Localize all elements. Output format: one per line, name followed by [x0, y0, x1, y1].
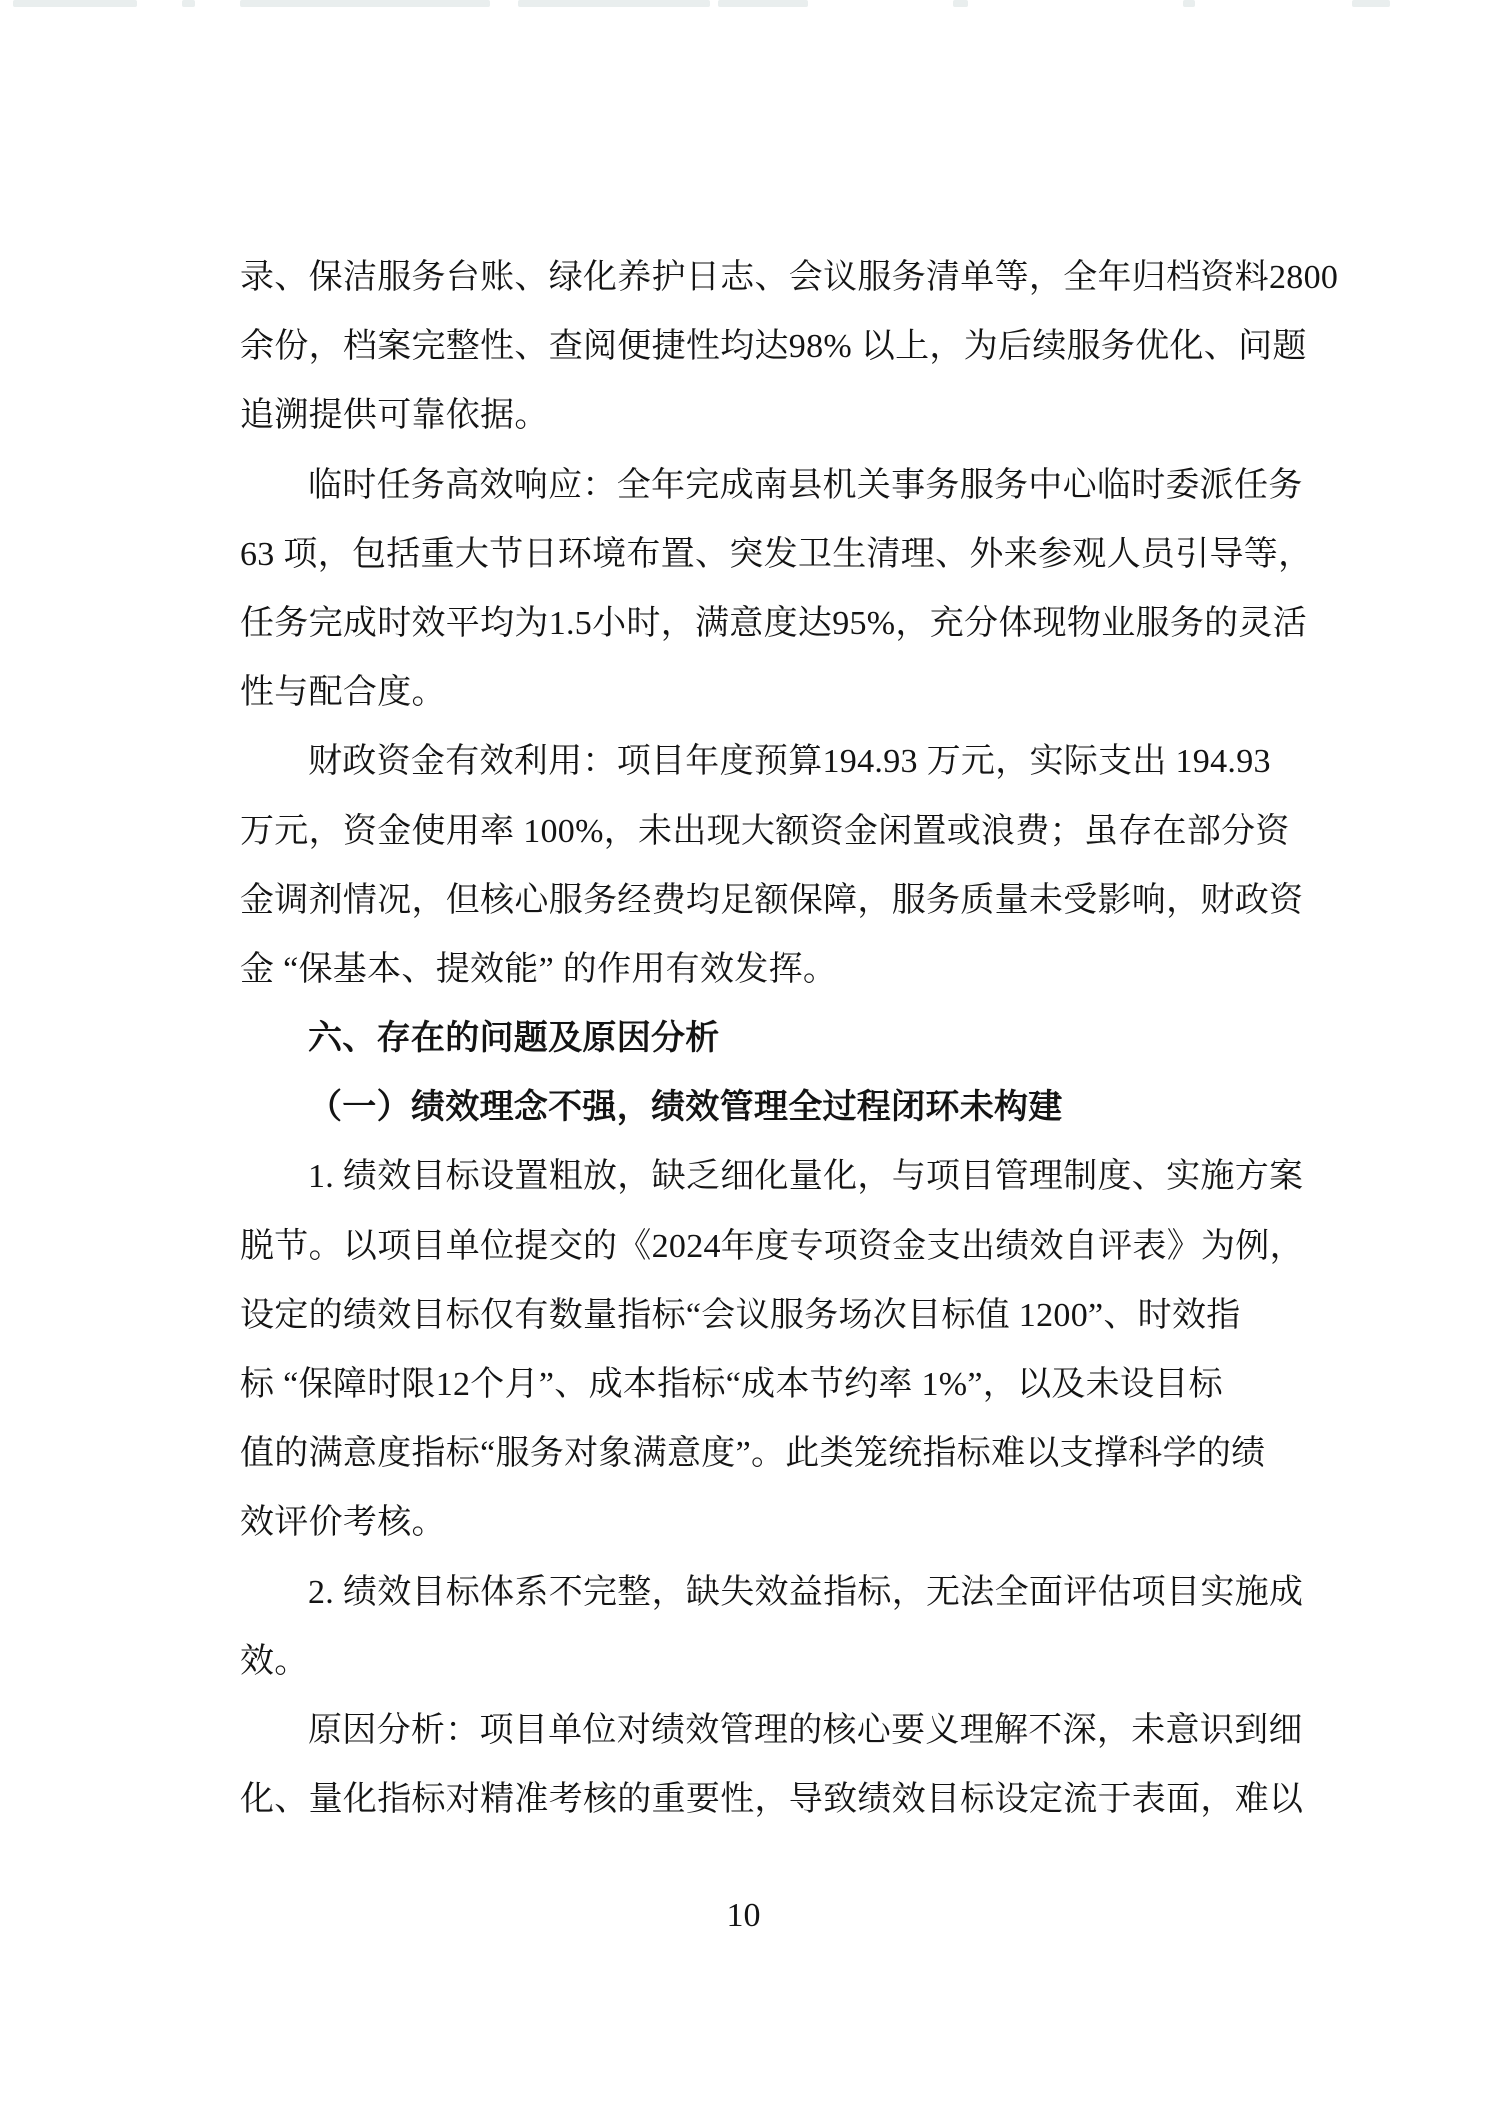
window-edge-segment [13, 0, 137, 7]
body-text-line: 金 “保基本、提效能” 的作用有效发挥。 [240, 950, 838, 988]
body-text-line: 效评价考核。 [240, 1504, 446, 1542]
body-text-line: 化、量化指标对精准考核的重要性，导致绩效目标设定流于表面，难以 [240, 1781, 1304, 1819]
page-number: 10 [726, 1897, 761, 1934]
body-text-line: 效。 [240, 1642, 309, 1680]
subsection-heading: （一）绩效理念不强，绩效管理全过程闭环未构建 [308, 1089, 1063, 1127]
window-edge-segment [718, 0, 808, 7]
document-body [240, 243, 1339, 1834]
window-edge-segment [240, 0, 490, 7]
body-text-line: 临时任务高效响应：全年完成南县机关事务服务中心临时委派任务 [308, 466, 1303, 504]
body-text-line: 追溯提供可靠依据。 [240, 397, 549, 435]
body-text-line: 余份，档案完整性、查阅便捷性均达98% 以上，为后续服务优化、问题 [240, 328, 1307, 366]
body-text-line: 金调剂情况，但核心服务经费均足额保障，服务质量未受影响，财政资 [240, 881, 1304, 919]
body-text-line: 标 “保障时限12个月”、成本指标“成本节约率 1%”，以及未设目标 [240, 1366, 1223, 1403]
body-text-line: 63 项，包括重大节日环境布置、突发卫生清理、外来参观人员引导等， [240, 535, 1313, 573]
body-text-line: 1. 绩效目标设置粗放，缺乏细化量化，与项目管理制度、实施方案 [308, 1158, 1304, 1196]
window-edge-segment [953, 0, 968, 7]
body-text-line: 脱节。以项目单位提交的《2024年度专项资金支出绩效自评表》为例， [240, 1227, 1304, 1265]
window-edge-segment [518, 0, 710, 7]
window-edge-segment [182, 0, 195, 7]
window-top-edge [0, 0, 1487, 8]
section-heading: 六、存在的问题及原因分析 [308, 1020, 720, 1058]
body-text-line: 2. 绩效目标体系不完整，缺失效益指标，无法全面评估项目实施成 [308, 1573, 1304, 1611]
body-text-line: 原因分析：项目单位对绩效管理的核心要义理解不深，未意识到细 [308, 1711, 1303, 1749]
body-text-line: 性与配合度。 [240, 674, 446, 712]
body-text-line: 设定的绩效目标仅有数量指标“会议服务场次目标值 1200”、时效指 [240, 1296, 1241, 1334]
window-edge-segment [1352, 0, 1390, 7]
body-text-line: 财政资金有效利用：项目年度预算194.93 万元，实际支出 194.93 [308, 743, 1271, 781]
body-text-line: 录、保洁服务台账、绿化养护日志、会议服务清单等，全年归档资料2800 [240, 259, 1339, 296]
body-text-line: 任务完成时效平均为1.5小时，满意度达95%，充分体现物业服务的灵活 [240, 604, 1308, 642]
window-edge-segment [1183, 0, 1195, 7]
body-text-line: 值的满意度指标“服务对象满意度”。此类笼统指标难以支撑科学的绩 [240, 1435, 1266, 1473]
body-text-line: 万元，资金使用率 100%，未出现大额资金闲置或浪费；虽存在部分资 [240, 812, 1290, 850]
